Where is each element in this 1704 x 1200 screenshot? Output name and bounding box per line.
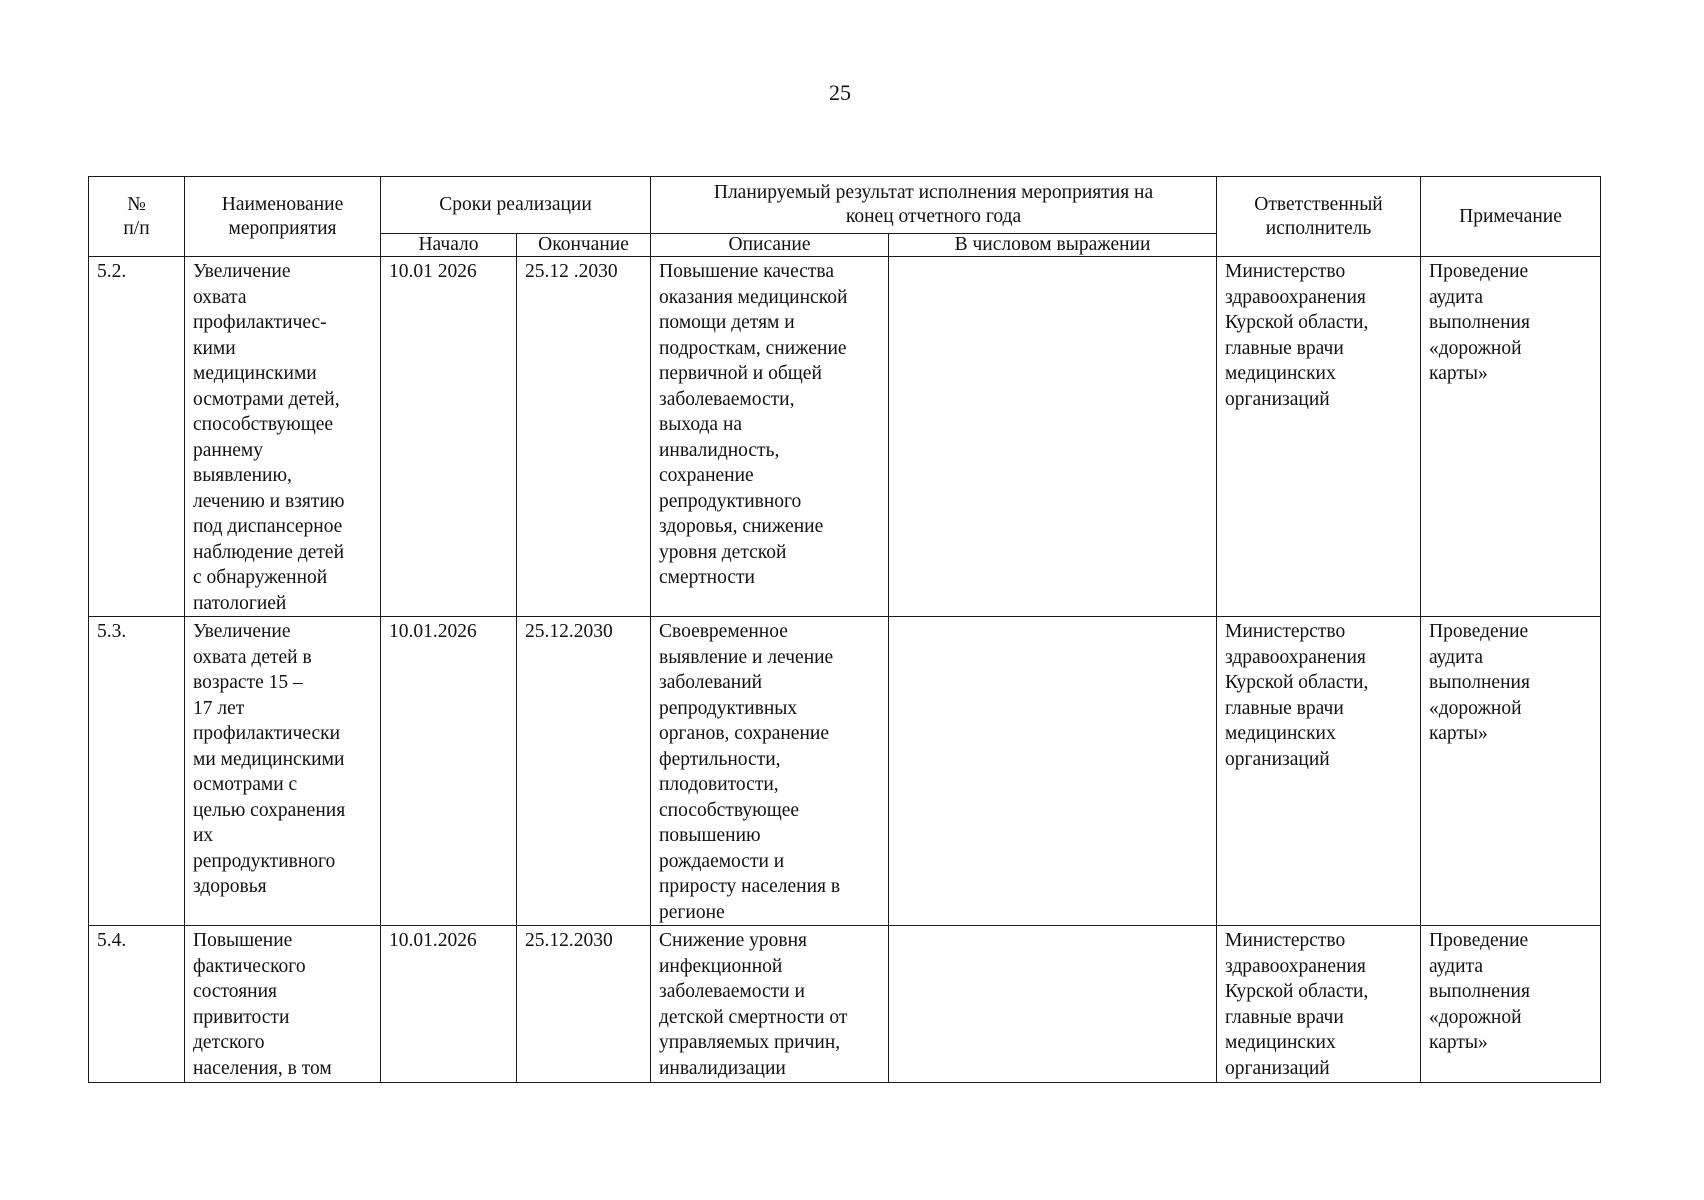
row-responsible: Министерство здравоохранения Курской области, главные врачи медицинских организаций bbox=[1217, 257, 1421, 617]
row-numeric bbox=[889, 257, 1217, 617]
table-row bbox=[89, 257, 1601, 617]
header-responsible: Ответственный исполнитель bbox=[1217, 177, 1421, 257]
table-header bbox=[89, 177, 1601, 257]
row-responsible: Министерство здравоохранения Курской области, главные врачи медицинских организаций bbox=[1217, 926, 1421, 1083]
header-terms: Сроки реализации bbox=[381, 177, 651, 234]
row-number: 5.2. bbox=[89, 257, 185, 617]
row-end-date: 25.12.2030 bbox=[517, 617, 651, 926]
header-action-name: Наименование мероприятия bbox=[185, 177, 381, 257]
table-body bbox=[89, 257, 1601, 1083]
row-description: Повышение качества оказания медицинской помощи детям и подросткам, снижение первичной и общей заболеваемости, выхода на инвалидность, сохранение репродуктивного здоровья, снижение уровня детской смертности bbox=[651, 257, 889, 617]
header-description: Описание bbox=[651, 234, 889, 257]
table-row bbox=[89, 926, 1601, 1083]
row-note: Проведение аудита выполнения «дорожной карты» bbox=[1421, 617, 1601, 926]
row-number: 5.4. bbox=[89, 926, 185, 1083]
row-responsible: Министерство здравоохранения Курской области, главные врачи медицинских организаций bbox=[1217, 617, 1421, 926]
header-note: Примечание bbox=[1421, 177, 1601, 257]
table-row bbox=[89, 617, 1601, 926]
row-end-date: 25.12 .2030 bbox=[517, 257, 651, 617]
row-start-date: 10.01.2026 bbox=[381, 926, 517, 1083]
row-note: Проведение аудита выполнения «дорожной карты» bbox=[1421, 257, 1601, 617]
header-start: Начало bbox=[381, 234, 517, 257]
row-action-name: Увеличение охвата профилактичес- кими медицинскими осмотрами детей, способствующее раннему выявлению, лечению и взятию под диспансерное наблюдение детей с обнаруженной патологией bbox=[185, 257, 381, 617]
row-start-date: 10.01 2026 bbox=[381, 257, 517, 617]
action-plan-table bbox=[88, 176, 1601, 1083]
row-numeric bbox=[889, 617, 1217, 926]
row-action-name: Повышение фактического состояния привитости детского населения, в том bbox=[185, 926, 381, 1083]
row-end-date: 25.12.2030 bbox=[517, 926, 651, 1083]
row-action-name: Увеличение охвата детей в возрасте 15 – 17 лет профилактически ми медицинскими осмотрами с целью сохранения их репродуктивного здоровья bbox=[185, 617, 381, 926]
row-description: Снижение уровня инфекционной заболеваемости и детской смертности от управляемых причин, инвалидизации bbox=[651, 926, 889, 1083]
header-number: № п/п bbox=[89, 177, 185, 257]
page-number: 25 bbox=[829, 80, 851, 105]
header-planned-result: Планируемый результат исполнения мероприятия на конец отчетного года bbox=[651, 177, 1217, 234]
header-numeric: В числовом выражении bbox=[889, 234, 1217, 257]
row-start-date: 10.01.2026 bbox=[381, 617, 517, 926]
row-note: Проведение аудита выполнения «дорожной карты» bbox=[1421, 926, 1601, 1083]
row-description: Своевременное выявление и лечение заболеваний репродуктивных органов, сохранение фертильности, плодовитости, способствующее повышению рождаемости и приросту населения в регионе bbox=[651, 617, 889, 926]
row-numeric bbox=[889, 926, 1217, 1083]
header-end: Окончание bbox=[517, 234, 651, 257]
row-number: 5.3. bbox=[89, 617, 185, 926]
